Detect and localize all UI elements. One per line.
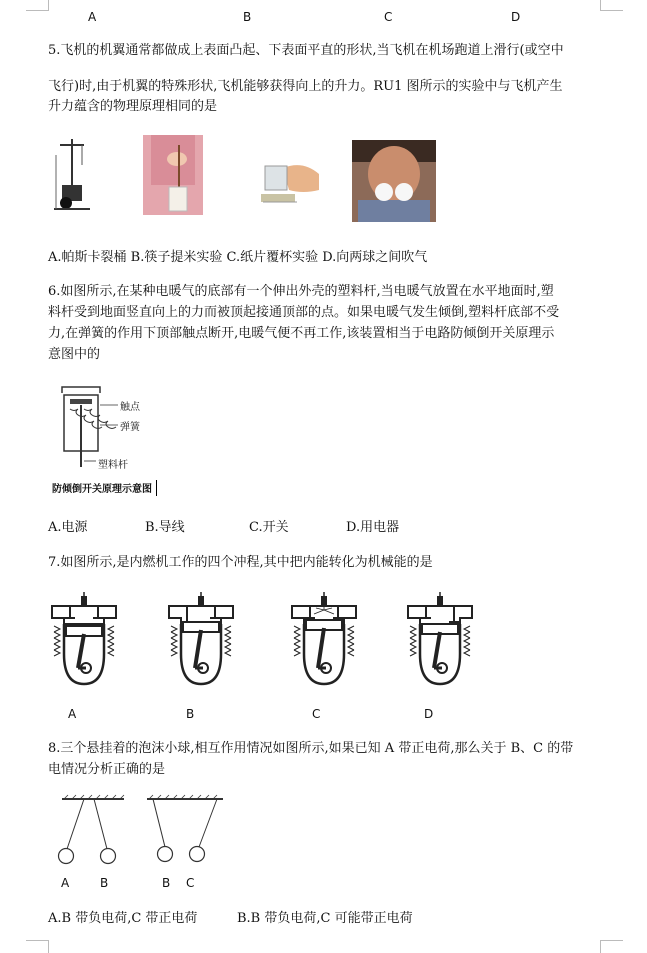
q6-diagram-caption: 防倾倒开关原理示意图 [52,484,152,495]
q8-label-c: C [186,876,195,890]
corner-mark-top-right [600,0,623,11]
q7-engine-c [288,592,360,688]
q5-line-2: 飞行)时,由于机翼的特殊形状,飞机能够获得向上的升力。RU1 图所示的实验中与飞机产生 [48,79,563,94]
q6-option-c: C.开关 [249,520,289,535]
q7-line-1: 7.如图所示,是内燃机工作的四个冲程,其中把内能转化为机械能的是 [48,555,433,570]
q7-label-c: C [312,707,321,721]
top-label-b: B [243,10,252,24]
q7-label-b: B [186,707,195,721]
q6-line-4: 意图中的 [48,347,101,362]
q6-option-b: B.导线 [145,520,185,535]
top-label-d: D [511,10,521,24]
q8-label-b-left: B [100,876,109,890]
top-label-c: C [384,10,393,24]
q6-line-2: 料杆受到地面竖直向上的力而被顶起接通顶部的点。如果电暖气发生倾倒,塑料杆底部不受 [48,305,560,320]
q6-option-d: D.用电器 [346,520,400,535]
q5-line-3: 升力蕴含的物理原理相同的是 [48,99,218,114]
q7-engine-a-drawing [48,592,120,688]
q6-label-spring: 弹簧 [120,422,140,433]
q6-line-1: 6.如图所示,在某种电暖气的底部有一个伸出外壳的塑料杆,当电暖气放置在水平地面时,塑 [48,284,554,299]
top-label-a: A [88,10,97,24]
q5-image-paper-cup [253,150,323,212]
q7-engine-d [404,592,476,688]
q8-option-b: B.B 带负电荷,C 可能带正电荷 [237,911,413,926]
corner-mark-bottom-left [26,940,49,953]
q5-options: A.帕斯卡裂桶 B.筷子提米实验 C.纸片覆杯实验 D.向两球之间吹气 [48,250,428,265]
corner-mark-top-left [26,0,49,11]
q8-balls-bc [145,793,225,869]
q7-engine-c-drawing [288,592,360,688]
q8-label-b-right: B [162,876,171,890]
q6-label-contact: 触点 [120,402,140,413]
q7-engine-a [48,592,120,688]
q8-label-a: A [61,876,70,890]
q5-image-pascal-barrel [50,135,95,213]
q7-engine-d-drawing [404,592,476,688]
q8-line-2: 电情况分析正确的是 [48,762,166,777]
text-cursor [156,480,157,496]
q6-line-3: 力,在弹簧的作用下顶部触点断开,电暖气便不再工作,该装置相当于电路防倾倒开关原理示 [48,326,555,341]
q7-label-a: A [68,707,77,721]
q5-line-1: 5.飞机的机翼通常都做成上表面凸起、下表面平直的形状,当飞机在机场跑道上滑行(或空中 [48,43,564,58]
q7-engine-b-drawing [165,592,237,688]
corner-mark-bottom-right [600,940,623,953]
q5-image-chopsticks-rice [143,135,203,215]
q6-option-a: A.电源 [48,520,88,535]
q8-option-a: A.B 带负电荷,C 带正电荷 [48,911,198,926]
q7-label-d: D [424,707,434,721]
q7-engine-b [165,592,237,688]
q8-balls-ab [52,793,132,869]
q8-line-1: 8.三个悬挂着的泡沫小球,相互作用情况如图所示,如果已知 A 带正电荷,那么关于 B、C 的带 [48,741,574,756]
q6-label-rod: 塑料杆 [98,460,128,471]
q5-image-blowing-balls [352,140,436,222]
